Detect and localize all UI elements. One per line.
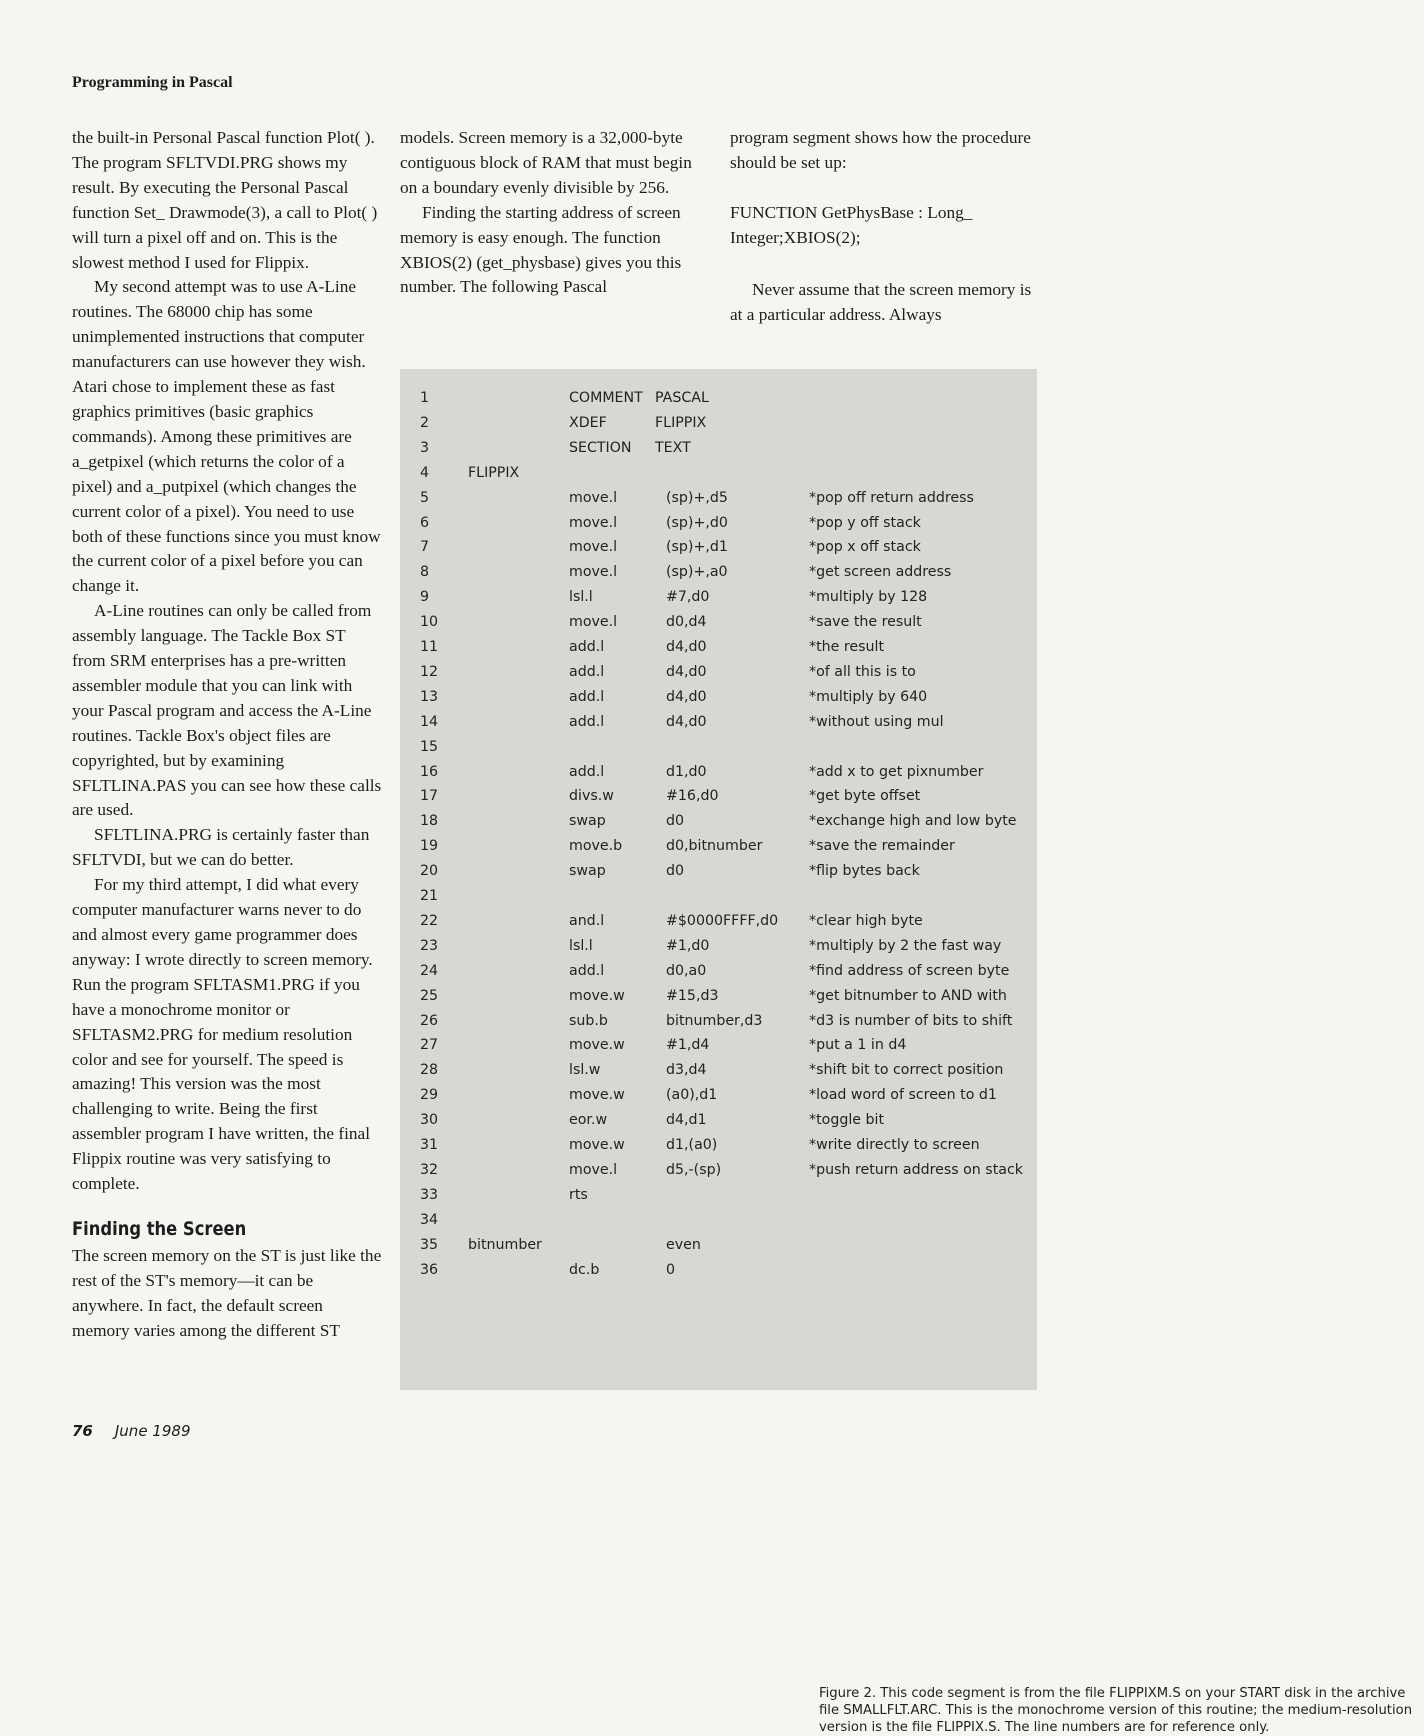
code-operand: #15,d3 [666,987,719,1004]
line-number: 35 [420,1236,439,1253]
line-number: 11 [420,639,439,655]
code-operand: d0,d4 [666,614,707,631]
code-operand: d4,d1 [666,1112,707,1129]
code-snippet: FUNCTION GetPhysBase : Long_ Integer;XBIOS(2); [730,202,973,247]
text-column-2 [400,126,712,300]
code-operand: d4,d0 [666,639,707,655]
figure-caption: Figure 2. This code segment is from the file FLIPPIXM.S on your START disk in the archive file SMALLFLT.ARC. This is the monochrome version of this routine; the medium-resolution version is the file FLIPPIX.S. The line numbers are for reference only. [819,1686,1413,1735]
line-number: 33 [420,1186,439,1203]
code-comment: *toggle bit [809,1112,885,1129]
code-comment: *pop y off stack [809,514,921,531]
line-number: 3 [420,439,430,456]
line-number: 1 [420,390,430,406]
line-number: 22 [420,912,439,929]
code-line [400,1037,1037,1062]
paragraph: My second attempt was to use A-Line routines. The 68000 chip has some unimplemented instructions that computer manufacturers can use however they wish. Atari chose to implement these as fast graphics primitives (basic graphics commands). Among these primitives are a_getpixel (which returns the color of a pixel) and a_putpixel (which changes the current color of a pixel). You need to use both of these functions since you must know the current color of a pixel before you can change it. [72,277,381,596]
code-operand: d1,d0 [666,763,707,780]
code-opcode: move.w [569,1087,625,1104]
code-opcode: move.l [569,614,618,631]
code-comment: *add x to get pixnumber [809,763,984,780]
code-opcode: XDEF [569,414,607,431]
code-comment: *of all this is to [809,663,916,680]
code-opcode: and.l [569,912,605,929]
code-line [400,1062,1037,1087]
line-number: 23 [420,937,439,954]
line-number: 10 [420,614,439,631]
code-line [400,1013,1037,1038]
code-opcode: move.w [569,1137,625,1153]
line-number: 15 [420,738,439,755]
code-comment: *d3 is number of bits to shift [809,1012,1013,1029]
code-label: bitnumber [468,1236,542,1253]
code-comment: *pop off return address [809,489,974,506]
text-column-3 [730,126,1035,327]
line-number: 7 [420,539,430,556]
code-operand: 0 [666,1261,676,1278]
line-number: 25 [420,987,439,1004]
line-number: 21 [420,888,439,904]
code-line [400,1112,1037,1137]
code-comment: *flip bytes back [809,863,920,880]
line-number: 29 [420,1087,439,1104]
section-heading: Finding the Screen [72,1217,247,1240]
code-line [400,1212,1037,1237]
code-label: FLIPPIX [468,464,520,481]
code-operand: d0,bitnumber [666,838,763,855]
code-opcode: add.l [569,639,605,655]
line-number: 8 [420,564,430,581]
code-operand: d4,d0 [666,713,707,730]
paragraph: Never assume that the screen memory is at a particular address. Always [730,279,1032,324]
paragraph: models. Screen memory is a 32,000-byte contiguous block of RAM that must begin on a boundary evenly divisible by 256. [400,128,692,197]
paragraph: For my third attempt, I did what every computer manufacturer warns never to do and almost every game programmer does anyway: I wrote directly to screen memory. Run the program SFLTASM1.PRG if you have a monochrome monitor or SFLTASM2.PRG for medium resolution color and see for yourself. The speed is amazing! This version was the most challenging to write. Being the first assembler program I have written, the final Flippix routine was very satisfying to complete. [72,875,373,1194]
code-opcode: move.w [569,987,625,1004]
line-number: 24 [420,962,439,979]
line-number: 36 [420,1261,439,1278]
code-opcode: add.l [569,663,605,680]
code-opcode: dc.b [569,1261,600,1278]
code-operand: d0 [666,813,685,830]
code-comment: *find address of screen byte [809,962,1010,979]
code-line [400,614,1037,639]
code-operand: #16,d0 [666,788,719,805]
code-operand: d0,a0 [666,962,707,979]
line-number: 13 [420,688,439,705]
code-line [400,465,1037,490]
code-comment: *push return address on stack [809,1161,1023,1178]
code-operand: (sp)+,d1 [666,539,728,556]
code-operand: d3,d4 [666,1062,707,1079]
code-line [400,564,1037,589]
code-operand: TEXT [655,439,691,456]
line-number: 5 [420,489,430,506]
code-comment: *multiply by 128 [809,589,928,606]
code-comment: *save the remainder [809,838,955,855]
code-operand: PASCAL [655,390,709,406]
code-line [400,988,1037,1013]
code-line [400,664,1037,689]
code-opcode: sub.b [569,1012,608,1029]
code-line [400,390,1037,415]
code-comment: *the result [809,639,885,655]
code-opcode: add.l [569,688,605,705]
code-opcode: swap [569,863,606,880]
issue-date: June 1989 [114,1422,191,1440]
paragraph: SFLTLINA.PRG is certainly faster than SFLTVDI, but we can do better. [72,825,370,870]
code-operand: (sp)+,d0 [666,514,728,531]
paragraph: The screen memory on the ST is just like the rest of the ST's memory—it can be anywhere. In fact, the default screen memory varies among the different ST [72,1245,382,1340]
code-comment: *without using mul [809,713,944,730]
page-number: 76 [72,1422,93,1440]
code-listing-figure [400,369,1413,1735]
code-comment: *exchange high and low byte [809,813,1017,830]
code-line [400,589,1037,614]
line-number: 16 [420,763,439,780]
code-comment: *get screen address [809,564,952,581]
code-opcode: swap [569,813,606,830]
code-opcode: move.w [569,1037,625,1054]
running-head: Programming in Pascal [72,74,233,91]
line-number: 32 [420,1161,439,1178]
code-opcode: add.l [569,962,605,979]
code-opcode: move.l [569,564,618,581]
line-number: 31 [420,1137,439,1153]
code-line [400,1087,1037,1112]
line-number: 26 [420,1012,439,1029]
code-opcode: SECTION [569,439,632,456]
code-line [400,838,1037,863]
code-line [400,515,1037,540]
code-comment: *pop x off stack [809,539,921,556]
code-line [400,938,1037,963]
line-number: 6 [420,514,430,531]
code-comment: *put a 1 in d4 [809,1037,907,1054]
code-comment: *get byte offset [809,788,921,805]
code-opcode: lsl.l [569,937,593,954]
code-line [400,888,1037,913]
line-number: 17 [420,788,439,805]
code-operand: #$0000FFFF,d0 [666,912,779,929]
code-operand: #7,d0 [666,589,710,606]
code-opcode: move.l [569,489,618,506]
code-line [400,539,1037,564]
text-column-1 [72,126,382,1344]
code-opcode: add.l [569,713,605,730]
paragraph: program segment shows how the procedure should be set up: [730,128,1031,172]
paragraph: A-Line routines can only be called from assembly language. The Tackle Box ST from SRM enterprises has a pre-written assembler module that you can link with your Pascal program and access the A-Line routines. Tackle Box's object files are copyrighted, but by examining SFLTLINA.PAS you can see how these calls are used. [72,601,382,820]
line-number: 30 [420,1112,439,1129]
code-operand: d5,-(sp) [666,1161,722,1178]
code-operand: d4,d0 [666,688,707,705]
line-number: 27 [420,1037,439,1054]
code-line [400,1137,1037,1162]
line-number: 9 [420,589,430,606]
code-opcode: move.l [569,539,618,556]
code-line [400,963,1037,988]
code-line [400,1237,1037,1262]
code-operand: #1,d0 [666,937,710,954]
code-comment: *multiply by 2 the fast way [809,937,1002,954]
line-number: 34 [420,1211,439,1228]
paragraph: Finding the starting address of screen memory is easy enough. The function XBIOS(2) (get_physbase) gives you this number. The following Pascal [400,202,682,297]
code-line [400,1262,1037,1287]
code-operand: (a0),d1 [666,1087,718,1104]
line-number: 28 [420,1062,439,1079]
code-line [400,440,1037,465]
line-number: 4 [420,464,430,481]
code-line [400,764,1037,789]
code-line [400,490,1037,515]
line-number: 20 [420,863,439,880]
code-operand: FLIPPIX [655,414,707,431]
paragraph: the built-in Personal Pascal function Plot( ). The program SFLTVDI.PRG shows my result. By executing the Personal Pascal function Set_ Drawmode(3), a call to Plot( ) will turn a pixel off and on. This is the slowest method I used for Flippix. [72,128,378,272]
code-operand: d4,d0 [666,663,707,680]
code-line [400,863,1037,888]
page-footer [72,1422,190,1440]
code-opcode: add.l [569,763,605,780]
code-operand: even [666,1236,701,1253]
code-line [400,739,1037,764]
code-operand: (sp)+,a0 [666,564,728,581]
code-opcode: COMMENT [569,390,643,406]
code-operand: bitnumber,d3 [666,1012,763,1029]
code-line [400,714,1037,739]
code-opcode: move.b [569,838,623,855]
code-comment: *multiply by 640 [809,688,928,705]
code-comment: *save the result [809,614,922,631]
code-opcode: divs.w [569,788,614,805]
code-operand: (sp)+,d5 [666,489,728,506]
line-number: 14 [420,713,439,730]
code-line [400,415,1037,440]
code-operand: d0 [666,863,685,880]
code-comment: *load word of screen to d1 [809,1087,997,1104]
code-opcode: move.l [569,1161,618,1178]
line-number: 18 [420,813,439,830]
code-opcode: rts [569,1186,588,1203]
code-opcode: eor.w [569,1112,608,1129]
code-line [400,639,1037,664]
code-comment: *write directly to screen [809,1137,980,1153]
line-number: 12 [420,663,439,680]
line-number: 19 [420,838,439,855]
code-line [400,813,1037,838]
code-comment: *clear high byte [809,912,923,929]
code-line [400,1162,1037,1187]
code-line [400,689,1037,714]
code-line [400,913,1037,938]
code-opcode: lsl.l [569,589,593,606]
line-number: 2 [420,414,430,431]
code-operand: #1,d4 [666,1037,710,1054]
code-line [400,788,1037,813]
code-comment: *get bitnumber to AND with [809,987,1007,1004]
code-operand: d1,(a0) [666,1137,718,1153]
code-comment: *shift bit to correct position [809,1062,1004,1079]
code-opcode: move.l [569,514,618,531]
code-line [400,1187,1037,1212]
code-opcode: lsl.w [569,1062,601,1079]
